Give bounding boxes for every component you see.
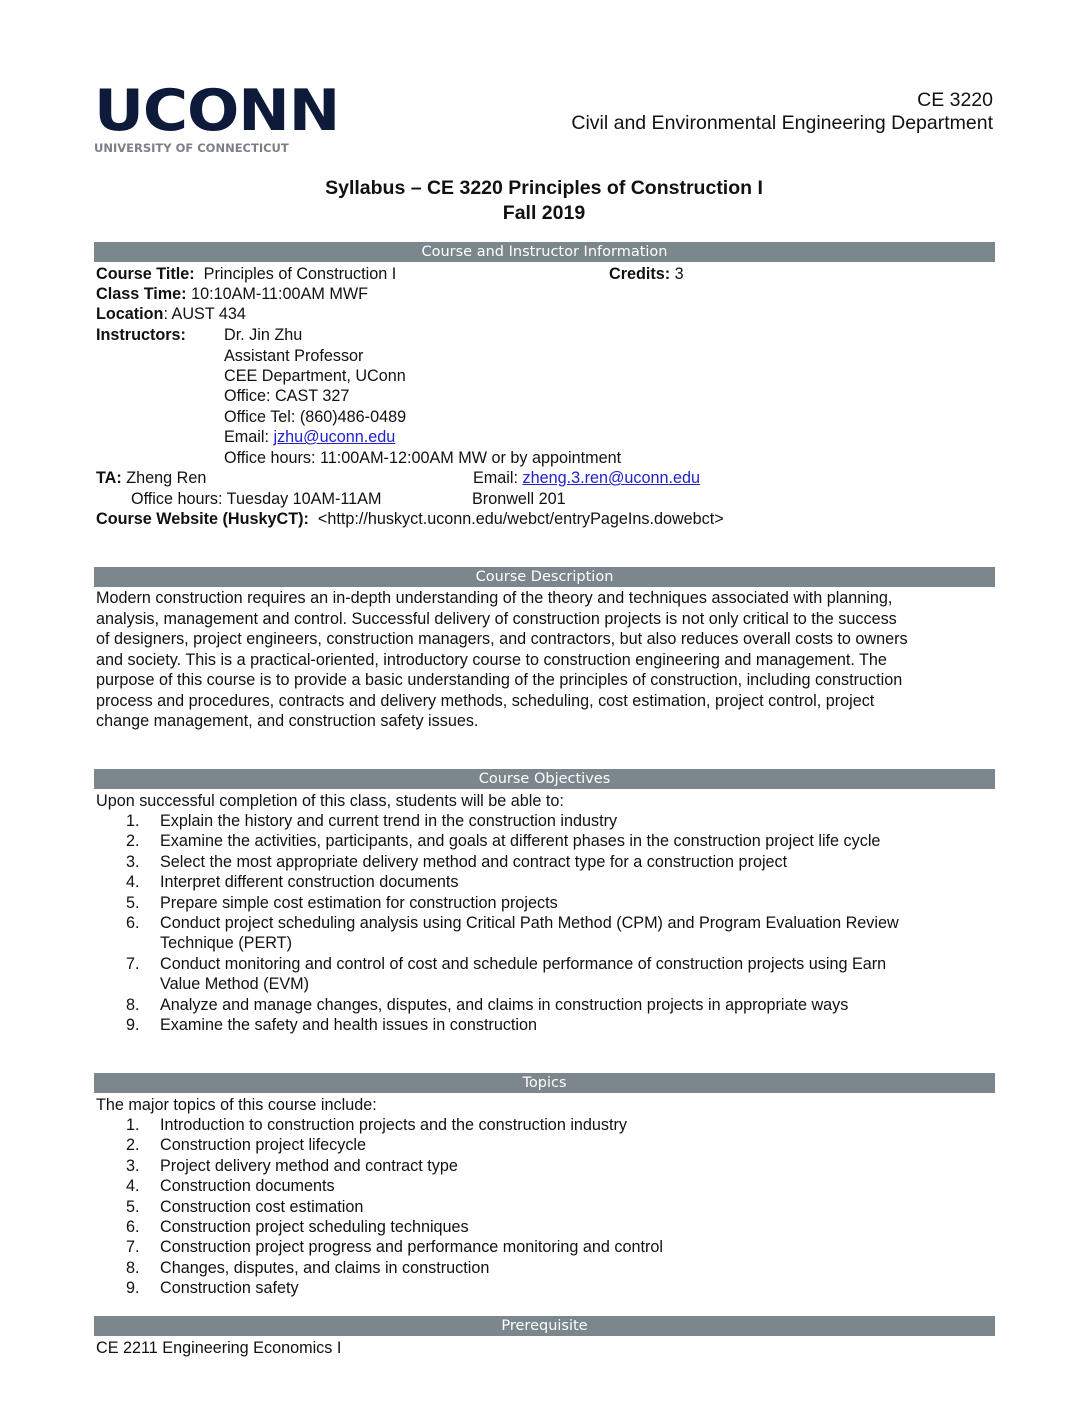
topic-number: 6.: [126, 1218, 140, 1237]
objective-text: Select the most appropriate delivery method and contract type for a construction project: [160, 852, 788, 871]
topic-item: [96, 1258, 996, 1278]
section-header-info: Course and Instructor Information: [94, 242, 995, 262]
logo-wordmark: UCONN: [94, 78, 340, 144]
course-code: CE 3220: [917, 89, 993, 111]
uconn-logo: [94, 78, 340, 155]
objective-text: Prepare simple cost estimation for construction projects: [160, 893, 558, 912]
ta-office-hours: Office hours: Tuesday 10AM-11AM: [131, 490, 382, 508]
description-line: analysis, management and control. Successful delivery of construction projects is not only critical to the success: [96, 609, 897, 628]
ta-name: Zheng Ren: [126, 469, 207, 487]
objective-text: Examine the activities, participants, and goals at different phases in the construction project life cycle: [160, 832, 881, 851]
objective-number: 1.: [126, 812, 140, 830]
objective-item: [96, 954, 996, 995]
topic-number: 3.: [126, 1156, 140, 1175]
objective-number: 8.: [126, 995, 140, 1014]
objectives-intro: Upon successful completion of this class, students will be able to:: [96, 792, 564, 810]
title-line-2: Fall 2019: [502, 202, 586, 224]
instructor-office: Office: CAST 327: [224, 387, 350, 405]
location-row: [96, 304, 246, 324]
instructors-label: Instructors:: [96, 326, 186, 344]
course-title-row: [96, 264, 396, 284]
topic-text: Construction cost estimation: [160, 1197, 364, 1216]
ta-email-label: Email:: [473, 469, 523, 487]
section-header-topics: Topics: [94, 1073, 995, 1093]
topic-number: 1.: [126, 1116, 140, 1134]
objective-item: [96, 831, 996, 851]
section-header-prerequisite: Prerequisite: [94, 1316, 995, 1336]
objectives-list: [96, 811, 996, 1035]
topics-intro: The major topics of this course include:: [96, 1096, 377, 1114]
topic-text: Project delivery method and contract type: [160, 1156, 458, 1175]
objective-text-continued: Technique (PERT): [160, 934, 292, 953]
objective-text: Conduct monitoring and control of cost and schedule performance of construction projects using Earn: [160, 954, 887, 973]
topic-item: [96, 1115, 996, 1135]
objective-item: [96, 893, 996, 913]
objective-text-continued: Value Method (EVM): [160, 975, 310, 994]
instructor-name: Dr. Jin Zhu: [224, 326, 303, 344]
course-website-row: [96, 509, 724, 529]
objective-item: [96, 995, 996, 1015]
objective-number: 5.: [126, 893, 140, 912]
topic-item: [96, 1237, 996, 1257]
topic-number: 5.: [126, 1197, 140, 1216]
ta-label: TA:: [96, 469, 122, 487]
topic-text: Introduction to construction projects and the construction industry: [160, 1116, 627, 1134]
objective-text: Explain the history and current trend in the construction industry: [160, 812, 618, 830]
objective-number: 7.: [126, 954, 140, 973]
credits-value: 3: [674, 265, 684, 283]
topic-item: [96, 1156, 996, 1176]
topic-text: Construction documents: [160, 1177, 335, 1196]
description-line: and society. This is a practical-oriented, introductory course to construction engineering and management. The: [96, 650, 887, 669]
title-line-1: Syllabus – CE 3220 Principles of Construction I: [325, 177, 763, 199]
objective-number: 2.: [126, 832, 140, 851]
topic-number: 7.: [126, 1238, 140, 1257]
ta-row: [96, 468, 206, 488]
prerequisite-text: CE 2211 Engineering Economics I: [96, 1339, 342, 1357]
section-header-description: Course Description: [94, 567, 995, 587]
instructor-email-row: [224, 427, 395, 447]
objective-text: Conduct project scheduling analysis using Critical Path Method (CPM) and Program Evaluation Review: [160, 914, 899, 933]
logo-subtitle: UNIVERSITY OF CONNECTICUT: [94, 141, 289, 155]
department-name: Civil and Environmental Engineering Department: [571, 112, 993, 134]
course-website-label: Course Website (HuskyCT):: [96, 510, 309, 528]
objective-text: Examine the safety and health issues in construction: [160, 1016, 538, 1035]
topic-text: Construction project lifecycle: [160, 1136, 367, 1155]
topic-number: 2.: [126, 1136, 140, 1155]
objective-item: [96, 913, 996, 954]
topics-list: [96, 1115, 996, 1299]
topic-item: [96, 1217, 996, 1237]
topic-item: [96, 1176, 996, 1196]
syllabus-title: [0, 176, 1088, 226]
objective-number: 3.: [126, 852, 140, 871]
course-description: [96, 588, 996, 732]
location-label: Location: [96, 305, 164, 323]
topic-number: 4.: [126, 1177, 140, 1196]
description-line: of designers, project engineers, construction managers, and contractors, but also reduces overall costs to owners: [96, 630, 908, 648]
objective-item: [96, 811, 996, 831]
ta-email-row: [473, 468, 700, 488]
course-website-url[interactable]: <http://huskyct.uconn.edu/webct/entryPageIns.dowebct>: [317, 510, 724, 528]
instructor-email-link[interactable]: jzhu@uconn.edu: [273, 428, 396, 446]
instructor-title: Assistant Professor: [224, 347, 364, 365]
objective-text: Analyze and manage changes, disputes, and claims in construction projects in appropriate ways: [160, 995, 849, 1014]
instructor-office-hours: Office hours: 11:00AM-12:00AM MW or by appointment: [224, 449, 622, 467]
topic-text: Construction safety: [160, 1279, 299, 1298]
objective-text: Interpret different construction documents: [160, 873, 459, 892]
description-line: process and procedures, contracts and delivery methods, scheduling, cost estimation, project control, project: [96, 691, 875, 710]
topic-text: Construction project scheduling techniques: [160, 1218, 469, 1237]
class-time-label: Class Time:: [96, 285, 187, 303]
objective-item: [96, 872, 996, 892]
course-title-value: Principles of Construction I: [203, 265, 397, 283]
objective-item: [96, 852, 996, 872]
objective-number: 6.: [126, 914, 140, 933]
objective-number: 4.: [126, 873, 140, 892]
description-line: change management, and construction safety issues.: [96, 712, 479, 730]
ta-email-link[interactable]: zheng.3.ren@uconn.edu: [522, 469, 701, 487]
class-time-value: 10:10AM-11:00AM MWF: [191, 285, 368, 303]
section-header-objectives: Course Objectives: [94, 769, 995, 789]
course-title-label: Course Title:: [96, 265, 195, 283]
topic-item: [96, 1135, 996, 1155]
class-time-row: [96, 284, 368, 304]
location-value: : AUST 434: [163, 305, 246, 323]
objective-item: [96, 1015, 996, 1035]
topic-number: 9.: [126, 1279, 140, 1298]
credits-row: [609, 264, 684, 284]
topic-text: Changes, disputes, and claims in construction: [160, 1258, 490, 1277]
description-line: Modern construction requires an in-depth understanding of the theory and techniques associated with planning,: [96, 589, 893, 607]
credits-label: Credits:: [609, 265, 671, 283]
instructor-email-label: Email:: [224, 428, 274, 446]
topic-text: Construction project progress and performance monitoring and control: [160, 1238, 663, 1257]
description-line: purpose of this course is to provide a basic understanding of the principles of construction, including construction: [96, 671, 903, 689]
topic-item: [96, 1278, 996, 1298]
instructor-department: CEE Department, UConn: [224, 367, 406, 385]
objective-number: 9.: [126, 1016, 140, 1035]
ta-office: Bronwell 201: [472, 490, 566, 508]
topic-number: 8.: [126, 1258, 140, 1277]
instructor-phone: Office Tel: (860)486-0489: [224, 408, 407, 426]
topic-item: [96, 1197, 996, 1217]
